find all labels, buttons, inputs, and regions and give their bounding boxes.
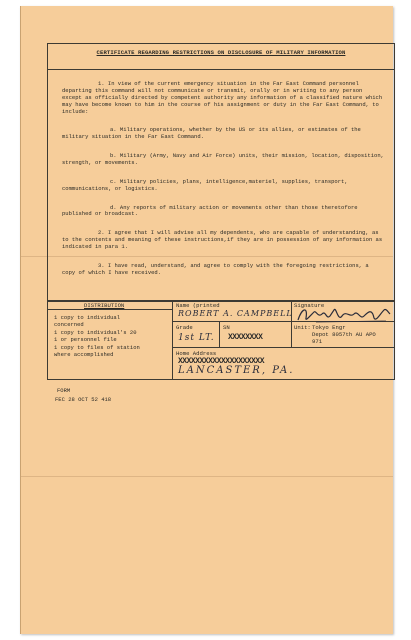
home-address-label: Home Address — [176, 350, 217, 357]
unit-label: Unit: — [294, 324, 311, 331]
paragraph-1a: a. Military operations, whether by the US or its allies, or estimates of the military situation in the Far East Command. — [62, 126, 361, 141]
sn-redacted: XXXXXXXX — [228, 333, 263, 342]
signature-label: Signature — [294, 302, 325, 309]
form-label: FORM — [57, 387, 71, 394]
paper-fold — [21, 476, 393, 477]
grid-line — [291, 301, 292, 347]
home-address-redacted: XXXXXXXXXXXXXXXXXXXX — [178, 357, 265, 366]
grade-value: 1st LT. — [178, 333, 215, 343]
certificate-title: CERTIFICATE REGARDING RESTRICTIONS ON DISCLOSURE OF MILITARY INFORMATION — [96, 49, 346, 56]
signature-image — [296, 304, 392, 326]
grid-line — [48, 309, 172, 310]
title-divider — [48, 69, 394, 70]
sn-label: SN — [223, 324, 230, 331]
name-label: Name (printed — [176, 302, 220, 309]
name-value: ROBERT A. CAMPBELL — [178, 309, 293, 318]
paragraph-2: 2. I agree that I will advise all my dependents, who are capable of understanding, as to the contents and meaning of these instructions,if they are in possession of any information as indicated in para 1. — [62, 229, 383, 251]
paragraph-1: 1. In view of the current emergency situation in the Far East Command personnel departing this command will not communicate or transmit, orally or in writing to any person except as officially directed by competent authority any information of a classified nature which may have become known to him in the course of his assignment or duty in the Far East Command, to include: — [62, 79, 383, 115]
form-id: FEC 28 OCT 52 418 — [55, 396, 112, 403]
certificate-body — [62, 74, 384, 289]
personnel-info-box — [47, 300, 395, 380]
paragraph-1d: d. Any reports of military action or movements other than those theretofore published or broadcast. — [62, 203, 358, 218]
grid-line — [172, 301, 173, 379]
certificate-box — [47, 43, 395, 302]
distribution-item: 1 copy to individual's 20 1 or personnel file — [54, 329, 137, 343]
unit-value: Tokyo Engr Depot 8057th AU APO 971 — [312, 324, 376, 345]
paragraph-1c: c. Military policies, plans, intelligence,materiel, supplies, transport, communications, or logistics. — [62, 177, 348, 192]
paper-sheet — [20, 6, 393, 634]
grid-line — [172, 347, 394, 348]
distribution-heading: DISTRIBUTION — [84, 302, 125, 309]
grid-line — [219, 321, 220, 347]
distribution-item: 1 copy to individual concerned — [54, 314, 121, 328]
grade-label: Grade — [176, 324, 193, 331]
home-address-value: LANCASTER, PA. — [178, 365, 295, 376]
paragraph-3: 3. I have read, understand, and agree to comply with the foregoing restrictions, a copy of which I have received. — [62, 261, 369, 276]
distribution-item: 1 copy to files of station where accomplished — [54, 344, 140, 358]
paragraph-1b: b. Military (Army, Navy and Air Force) units, their mission, location, disposition, strength, or movements. — [62, 152, 384, 166]
